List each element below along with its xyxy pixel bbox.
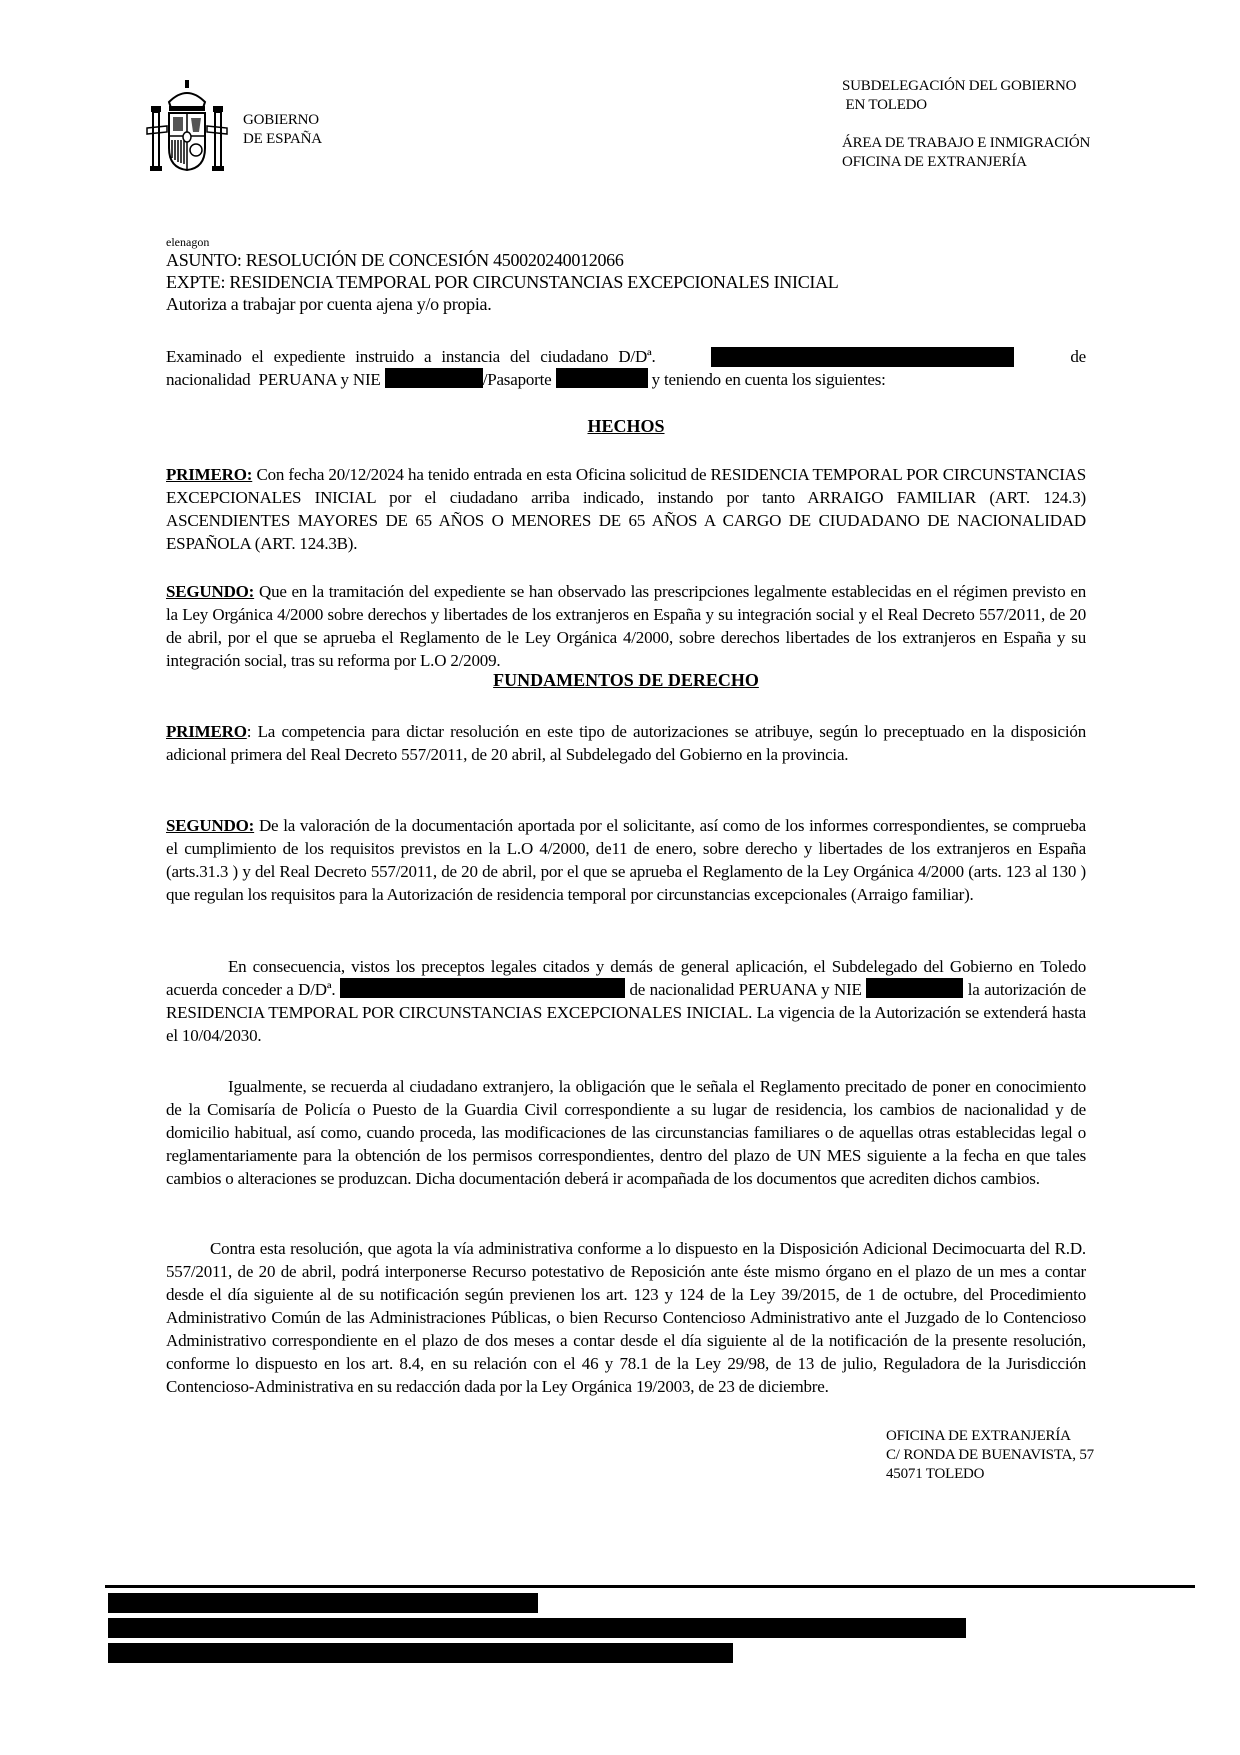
gov-line-2: DE ESPAÑA xyxy=(243,131,322,147)
gov-line-1: GOBIERNO xyxy=(243,112,319,128)
redacted-footer-line-3 xyxy=(108,1643,733,1663)
resolution-text-1: En consecuencia, vistos los preceptos legales citados y demás de general aplicación, el Subdelegado del Gobierno en Toledo acuerda conceder a D/Dª. xyxy=(166,957,1086,999)
obligations-paragraph: Igualmente, se recuerda al ciudadano extranjero, la obligación que le señala el Reglamento precitado de poner en conocimiento de la Comisaría de Policía o Puesto de la Guardia Civil correspondiente a su lugar de residencia, los cambios de nacionalidad y de domicilio habitual, así como, cuando proceda, las modificaciones de las circunstancias familiares o de aquellas otras establecidas legal o reglamentariamente para la obtención de los permisos correspondientes, dentro del plazo de UN MES siguiente a la fecha en que tales cambios o alteraciones se produzcan. Dicha documentación deberá ir acompañada de los documentos que acrediten dichos cambios. xyxy=(166,1077,1086,1188)
redacted-footer-line-1 xyxy=(108,1593,538,1613)
subject-line: ASUNTO: RESOLUCIÓN DE CONCESIÓN 450020240012066 xyxy=(166,250,624,270)
address-line-3: 45071 TOLEDO xyxy=(886,1466,985,1482)
government-name xyxy=(243,111,322,149)
document-meta xyxy=(166,236,1086,315)
section-title-fundamentos: FUNDAMENTOS DE DERECHO xyxy=(493,670,759,690)
coat-of-arms-icon xyxy=(143,80,231,172)
primero-label: PRIMERO xyxy=(166,722,247,741)
segundo-text: De la valoración de la documentación aportada por el solicitante, así como de los informes correspondientes, se comprueba el cumplimiento de los requisitos previstos en la L.O 4/2000, de11 de enero, sobre derecho y libertades de los extranjeros en España (arts.31.3 ) y del Real Decreto 557/2011, de 20 de abril, por el que se aprueba el Reglamento de la Ley Orgánica 4/2000 (arts. 123 al 130 ) que regulan los requisitos para la Autorización de residencia temporal por circunstancias excepcionales (Arraigo familiar). xyxy=(166,816,1086,904)
address-line-2: C/ RONDA DE BUENAVISTA, 57 xyxy=(886,1447,1094,1463)
footer-divider xyxy=(105,1585,1195,1588)
redacted-footer-line-2 xyxy=(108,1618,966,1638)
intro-paragraph xyxy=(166,345,1086,391)
department-header xyxy=(842,77,1090,172)
file-line: EXPTE: RESIDENCIA TEMPORAL POR CIRCUNSTANCIAS EXCEPCIONALES INICIAL xyxy=(166,272,839,292)
dept-line-1: SUBDELEGACIÓN DEL GOBIERNO xyxy=(842,78,1077,94)
resolution-paragraph xyxy=(166,955,1086,1047)
office-address xyxy=(886,1427,1094,1484)
primero-label: PRIMERO: xyxy=(166,465,253,484)
intro-text-2: de xyxy=(1070,347,1086,366)
fundamentos-primero xyxy=(166,720,1086,766)
primero-text: Con fecha 20/12/2024 ha tenido entrada en esta Oficina solicitud de RESIDENCIA TEMPORAL POR CIRCUNSTANCIAS EXCEPCIONALES INICIAL por el ciudadano arriba indicado, instando por tanto ARRAIGO FAMILIAR (ART. 124.3) ASCENDIENTES MAYORES DE 65 AÑOS O MENORES DE 65 AÑOS A CARGO DE CIUDADANO DE NACIONALIDAD ESPAÑOLA (ART. 124.3B). xyxy=(166,465,1086,553)
intro-text-4: /Pasaporte xyxy=(482,370,552,389)
hechos-segundo xyxy=(166,580,1086,672)
segundo-label: SEGUNDO: xyxy=(166,582,255,601)
appeal-paragraph: Contra esta resolución, que agota la vía administrativa conforme a lo dispuesto en la Disposición Adicional Decimocuarta del R.D. 557/2011, de 20 de abril, podrá interponerse Recurso potestativo de Reposición ante éste mismo órgano en el plazo de un mes a contar desde el día siguiente al de su notificación según previenen los art. 123 y 124 de la Ley 39/2015, de 1 de octubre, del Procedimiento Administrativo Común de las Administraciones Públicas, o bien Recurso Contencioso Administrativo ante el Juzgado de lo Contencioso Administrativo correspondiente en el plazo de dos meses a contar desde el día siguiente al de la notificación de la presente resolución, conforme lo dispuesto en los art. 8.4, en su relación con el 46 y 78.1 de la Ley 29/98, de 13 de julio, Reguladora de la Jurisdicción Contencioso-Administrativa en su redacción dada por la Ley Orgánica 19/2003, de 23 de diciembre. xyxy=(166,1239,1086,1396)
address-line-1: OFICINA DE EXTRANJERÍA xyxy=(886,1428,1071,1444)
resolution-text-2: de nacionalidad PERUANA y NIE xyxy=(624,980,867,999)
intro-text-5: y teniendo en cuenta los siguientes: xyxy=(651,370,886,389)
dept-line-4: OFICINA DE EXTRANJERÍA xyxy=(842,154,1027,170)
segundo-label: SEGUNDO: xyxy=(166,816,255,835)
redacted-passport xyxy=(556,368,648,388)
section-title-hechos: HECHOS xyxy=(587,416,665,436)
fundamentos-segundo xyxy=(166,814,1086,906)
segundo-text: Que en la tramitación del expediente se han observado las prescripciones legalmente establecidas en el régimen previsto en la Ley Orgánica 4/2000 sobre derechos y libertades de los extranjeros en España y su integración social y el Real Decreto 557/2011, de 20 de abril, por el que se aprueba el Reglamento de le Ley Orgánica 4/2000, sobre derechos libertades de los extranjeros en España y su integración social, tras su reforma por L.O 2/2009. xyxy=(166,582,1086,670)
intro-text-3: nacionalidad PERUANA y NIE xyxy=(166,370,381,389)
intro-text-1: Examinado el expediente instruido a instancia del ciudadano D/Dª. xyxy=(166,347,656,366)
resolution-text-3: la autorización de RESIDENCIA TEMPORAL POR CIRCUNSTANCIAS EXCEPCIONALES INICIAL. La vigencia de la Autorización se extenderá hasta el 10/04/2030. xyxy=(166,980,1086,1045)
primero-text: : La competencia para dictar resolución en este tipo de autorizaciones se atribuye, según lo preceptuado en la disposición adicional primera del Real Decreto 557/2011, de 20 abril, al Subdelegado del Gobierno en la provincia. xyxy=(166,722,1086,764)
author-user: elenagon xyxy=(166,235,210,249)
redacted-name xyxy=(340,978,625,998)
hechos-primero xyxy=(166,463,1086,555)
redacted-name xyxy=(711,347,1014,367)
redacted-nie xyxy=(385,368,483,388)
dept-line-2: EN TOLEDO xyxy=(842,97,927,113)
dept-line-3: ÁREA DE TRABAJO E INMIGRACIÓN xyxy=(842,135,1091,151)
authorization-line: Autoriza a trabajar por cuenta ajena y/o propia. xyxy=(166,294,492,314)
redacted-nie xyxy=(866,978,963,998)
